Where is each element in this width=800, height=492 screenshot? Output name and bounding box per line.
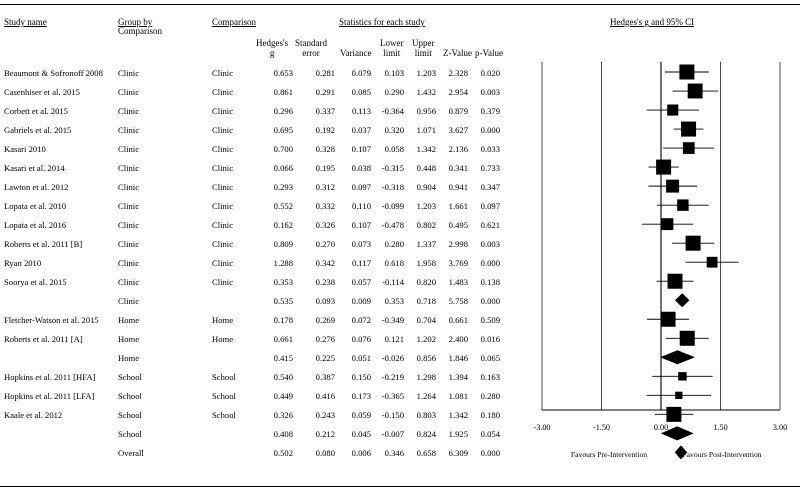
stat-cell-se: 0.276	[315, 334, 335, 345]
stat-cell-var: 0.085	[351, 87, 371, 98]
comparison-cell: Clinic	[212, 182, 234, 193]
group-cell: Clinic	[118, 201, 140, 212]
group-cell: Clinic	[118, 106, 140, 117]
stat-cell-lower: 0.058	[384, 144, 404, 155]
stat-cell-se: 0.281	[315, 68, 335, 78]
stat-cell-z: 0.341	[448, 163, 468, 174]
point-estimate	[666, 407, 681, 422]
stat-cell-g: 0.540	[273, 372, 293, 383]
study-name-cell: Kasari 2010	[4, 144, 46, 155]
stat-cell-z: 0.879	[448, 106, 468, 117]
point-estimate	[688, 84, 703, 99]
comparison-cell: Clinic	[212, 144, 234, 155]
stat-cell-se: 0.332	[315, 201, 335, 212]
stat-cell-p: 0.509	[480, 315, 500, 326]
group-cell: Clinic	[118, 182, 140, 193]
point-estimate	[686, 236, 701, 251]
comparison-cell: Home	[212, 315, 234, 326]
stat-cell-upper: 0.802	[416, 220, 436, 231]
stat-cell-var: 0.006	[351, 448, 371, 459]
stat-cell-p: 0.138	[480, 277, 500, 288]
stat-cell-lower: 0.121	[384, 334, 404, 345]
x-tick-label: 0.00	[653, 423, 669, 432]
study-name-cell: Kaale et al. 2012	[4, 410, 63, 421]
stat-cell-z: 5.758	[448, 296, 468, 307]
stat-cell-upper: 0.448	[416, 163, 436, 174]
stat-cell-var: 0.038	[351, 163, 371, 174]
stat-cell-var: 0.150	[351, 372, 371, 383]
stat-cell-z: 0.941	[448, 182, 468, 193]
stat-cell-g: 0.700	[273, 144, 293, 155]
stat-cell-se: 0.093	[315, 296, 335, 307]
stat-cell-z: 3.627	[448, 125, 468, 136]
stat-cell-upper: 1.342	[416, 144, 436, 155]
stat-cell-upper: 1.264	[416, 391, 436, 402]
header-study-name: Study name	[4, 17, 47, 27]
stat-cell-p: 0.000	[480, 448, 500, 459]
stat-cell-lower: -0.478	[381, 220, 404, 231]
x-label-left: Favours Pre-Intervention	[570, 450, 648, 459]
group-cell: Clinic	[118, 220, 140, 231]
group-cell: Clinic	[118, 68, 140, 78]
group-cell: Clinic	[118, 277, 140, 288]
stat-cell-z: 6.309	[448, 448, 468, 459]
stat-cell-g: 0.535	[273, 296, 293, 307]
stat-cell-var: 0.110	[351, 201, 371, 212]
comparison-cell: Clinic	[212, 258, 234, 269]
stat-cell-g: 0.162	[273, 220, 293, 231]
stat-cell-g: 1.288	[273, 258, 293, 269]
group-cell: Clinic	[118, 87, 140, 98]
group-cell: Clinic	[118, 163, 140, 174]
x-tick-label: -1.50	[592, 423, 611, 432]
group-cell: School	[118, 410, 142, 421]
stat-cell-var: 0.097	[351, 182, 371, 193]
point-estimate	[667, 104, 678, 115]
comparison-cell: Clinic	[212, 201, 234, 212]
stat-cell-se: 0.243	[315, 410, 335, 421]
study-name-cell: Gabriels et al. 2015	[4, 125, 72, 136]
stat-cell-g: 0.326	[273, 410, 293, 421]
stat-cell-lower: 0.618	[384, 258, 404, 269]
stat-cell-g: 0.178	[273, 315, 293, 326]
stat-cell-se: 0.387	[315, 372, 335, 383]
stat-cell-z: 1.342	[448, 410, 468, 421]
comparison-cell: Clinic	[212, 277, 234, 288]
stat-cell-se: 0.080	[315, 448, 335, 459]
study-name-cell: Ryan 2010	[4, 258, 42, 269]
stat-cell-p: 0.020	[480, 68, 500, 78]
group-cell: Clinic	[118, 258, 140, 269]
comparison-cell: Clinic	[212, 239, 234, 250]
stat-cell-lower: -0.349	[381, 315, 404, 326]
comparison-cell: Home	[212, 334, 234, 345]
stat-cell-upper: 1.203	[416, 201, 436, 212]
stat-cell-g: 0.661	[273, 334, 293, 345]
group-cell: Home	[118, 315, 140, 326]
stat-cell-g: 0.408	[273, 429, 293, 440]
point-estimate	[707, 257, 718, 268]
stat-cell-upper: 0.803	[416, 410, 436, 421]
stat-cell-p: 0.733	[480, 163, 500, 174]
stat-cell-se: 0.337	[315, 106, 335, 117]
stat-cell-z: 1.081	[448, 391, 468, 402]
study-name-cell: Hopkins et al. 2011 [LFA]	[4, 391, 95, 402]
header-comparison: Comparison	[212, 17, 256, 27]
study-name-cell: Lopata et al. 2010	[4, 201, 67, 212]
group-cell: School	[118, 391, 142, 402]
summary-diamond	[675, 293, 689, 307]
stat-cell-var: 0.057	[351, 277, 371, 288]
stat-cell-upper: 1.337	[416, 239, 436, 250]
stat-cell-z: 1.394	[448, 372, 468, 383]
study-name-cell: Lawton et al. 2012	[4, 182, 69, 193]
stat-cell-g: 0.449	[273, 391, 293, 402]
stat-cell-p: 0.033	[480, 144, 500, 155]
comparison-cell: Clinic	[212, 125, 234, 136]
study-name-cell: Hopkins et al. 2011 [HFA]	[4, 372, 96, 383]
study-name-cell: Soorya et al. 2015	[4, 277, 67, 288]
point-estimate	[666, 180, 679, 193]
stat-cell-z: 1.846	[448, 353, 468, 364]
stat-cell-var: 0.113	[351, 106, 371, 117]
stat-cell-lower: 0.103	[384, 68, 404, 78]
stat-cell-upper: 0.824	[416, 429, 436, 440]
stat-cell-lower: -0.219	[381, 372, 404, 383]
stat-cell-upper: 1.298	[416, 372, 436, 383]
stat-cell-lower: -0.114	[382, 277, 404, 288]
stat-cell-upper: 0.956	[416, 106, 436, 117]
stat-cell-upper: 0.856	[416, 353, 436, 364]
stat-cell-var: 0.051	[351, 353, 371, 364]
stat-cell-se: 0.416	[315, 391, 335, 402]
stat-cell-lower: 0.346	[384, 448, 404, 459]
point-estimate	[661, 312, 676, 327]
header-plot-title: Hedges's g and 95% CI	[610, 17, 695, 27]
stat-cell-lower: -0.318	[381, 182, 404, 193]
header-col-variance: Variance	[340, 48, 372, 58]
stat-cell-z: 2.998	[448, 239, 468, 250]
stat-cell-var: 0.045	[351, 429, 371, 440]
study-name-cell: Corbett et al. 2015	[4, 106, 68, 117]
stat-cell-g: 0.861	[273, 87, 293, 98]
header-col-p: p-Value	[475, 48, 503, 58]
stat-cell-p: 0.016	[480, 334, 500, 345]
stat-cell-se: 0.326	[315, 220, 335, 231]
stat-cell-z: 0.661	[448, 315, 468, 326]
stat-cell-var: 0.107	[351, 144, 371, 155]
stat-cell-p: 0.000	[480, 258, 500, 269]
forest-plot	[500, 0, 800, 492]
group-cell: Clinic	[118, 296, 140, 307]
comparison-cell: Clinic	[212, 87, 234, 98]
stat-cell-g: 0.353	[273, 277, 293, 288]
group-cell: School	[118, 429, 142, 440]
stat-cell-p: 0.000	[480, 296, 500, 307]
stat-cell-lower: 0.280	[384, 239, 404, 250]
stat-cell-g: 0.809	[273, 239, 293, 250]
stat-cell-lower: -0.026	[381, 353, 404, 364]
group-cell: Home	[118, 334, 140, 345]
stat-cell-var: 0.173	[351, 391, 371, 402]
stat-cell-upper: 1.203	[416, 68, 436, 78]
stat-cell-g: 0.415	[273, 353, 293, 364]
stat-cell-g: 0.502	[273, 448, 293, 459]
x-label-right: Favours Post-Intervention	[682, 450, 762, 459]
stat-cell-p: 0.621	[480, 220, 500, 231]
study-name-cell: Roberts et al. 2011 [B]	[4, 239, 83, 250]
x-tick-label: 1.50	[713, 423, 728, 432]
stat-cell-se: 0.342	[315, 258, 335, 269]
point-estimate	[681, 122, 696, 137]
stat-cell-lower: -0.150	[381, 410, 404, 421]
stat-cell-upper: 0.904	[416, 182, 436, 193]
x-tick-label: -3.00	[533, 423, 551, 432]
point-estimate	[661, 218, 673, 230]
stat-cell-z: 1.483	[448, 277, 468, 288]
stat-cell-p: 0.000	[480, 125, 500, 136]
stat-cell-lower: -0.099	[381, 201, 404, 212]
stat-cell-se: 0.195	[315, 163, 335, 174]
stat-cell-se: 0.328	[315, 144, 335, 155]
stat-cell-var: 0.009	[351, 296, 371, 307]
stat-cell-se: 0.238	[315, 277, 335, 288]
stat-cell-g: 0.296	[273, 106, 293, 117]
stat-cell-upper: 1.071	[416, 125, 436, 136]
stat-cell-var: 0.117	[351, 258, 371, 269]
stat-cell-z: 1.661	[448, 201, 468, 212]
point-estimate	[678, 372, 686, 380]
group-cell: Overall	[118, 448, 144, 459]
study-name-cell: Kasari et al. 2014	[4, 163, 65, 174]
stat-cell-upper: 0.658	[416, 448, 436, 459]
summary-diamond	[660, 350, 695, 364]
header-col-z: Z-Value	[443, 48, 472, 58]
stat-cell-p: 0.003	[480, 239, 500, 250]
comparison-cell: Clinic	[212, 68, 234, 78]
stat-cell-var: 0.107	[351, 220, 371, 231]
point-estimate	[677, 199, 688, 210]
stat-cell-z: 2.954	[448, 87, 468, 98]
comparison-cell: School	[212, 410, 236, 421]
stat-cell-var: 0.059	[351, 410, 371, 421]
stat-cell-lower: -0.364	[381, 106, 404, 117]
stat-cell-p: 0.003	[480, 87, 500, 98]
stat-cell-g: 0.653	[273, 68, 293, 78]
point-estimate	[668, 274, 683, 289]
stat-cell-g: 0.695	[273, 125, 293, 136]
stat-cell-g: 0.293	[273, 182, 293, 193]
stat-cell-upper: 0.820	[416, 277, 436, 288]
stat-cell-se: 0.312	[315, 182, 335, 193]
stat-cell-var: 0.076	[351, 334, 371, 345]
stat-cell-z: 2.400	[448, 334, 468, 345]
stat-cell-var: 0.073	[351, 239, 371, 250]
stat-cell-var: 0.037	[351, 125, 371, 136]
stat-cell-p: 0.180	[480, 410, 500, 421]
comparison-cell: Clinic	[212, 106, 234, 117]
header-col-g: Hedges's g	[256, 38, 289, 58]
group-cell: Home	[118, 353, 140, 364]
stat-cell-g: 0.066	[273, 163, 293, 174]
stat-cell-upper: 1.432	[416, 87, 436, 98]
stat-cell-lower: -0.365	[381, 391, 404, 402]
study-name-cell: Fletcher-Watson et al. 2015	[4, 315, 99, 326]
stat-cell-p: 0.280	[480, 391, 500, 402]
stat-cell-se: 0.270	[315, 239, 335, 250]
group-cell: Clinic	[118, 144, 140, 155]
study-name-cell: Beaumont & Sofronoff 2008	[4, 68, 103, 78]
stat-cell-z: 0.495	[448, 220, 468, 231]
study-name-cell: Casenhiser et al. 2015	[4, 87, 80, 98]
header-col-upper: Upper limit	[412, 38, 435, 58]
stat-cell-se: 0.225	[315, 353, 335, 364]
stat-cell-p: 0.347	[480, 182, 500, 193]
stat-cell-p: 0.163	[480, 372, 500, 383]
group-cell: Clinic	[118, 239, 140, 250]
comparison-cell: Clinic	[212, 220, 234, 231]
stat-cell-upper: 0.704	[416, 315, 436, 326]
stat-cell-upper: 1.958	[416, 258, 436, 269]
x-tick-label: 3.00	[772, 423, 788, 432]
stat-cell-var: 0.072	[351, 315, 371, 326]
header-group-by-sub: Comparison	[118, 26, 162, 36]
group-cell: School	[118, 372, 142, 383]
stat-cell-se: 0.192	[315, 125, 335, 136]
stat-cell-se: 0.212	[315, 429, 335, 440]
stat-cell-upper: 1.202	[416, 334, 436, 345]
point-estimate	[675, 392, 682, 399]
stat-cell-var: 0.079	[351, 68, 371, 78]
stat-cell-z: 2.136	[448, 144, 468, 155]
comparison-cell: Clinic	[212, 163, 234, 174]
point-estimate	[656, 160, 671, 175]
header-col-lower: Lower limit	[380, 38, 404, 58]
stat-cell-p: 0.379	[480, 106, 500, 117]
stat-cell-lower: 0.290	[384, 87, 404, 98]
comparison-cell: School	[212, 391, 236, 402]
stat-cell-p: 0.065	[480, 353, 500, 364]
header-col-se: Standard error	[295, 38, 327, 58]
stat-cell-z: 3.769	[448, 258, 468, 269]
stat-cell-p: 0.054	[480, 429, 500, 440]
stat-cell-lower: -0.007	[381, 429, 404, 440]
stat-cell-lower: 0.353	[384, 296, 404, 307]
header-group-by: Group by	[118, 17, 153, 27]
group-cell: Clinic	[118, 125, 140, 136]
stat-cell-upper: 0.718	[416, 296, 436, 307]
stat-cell-se: 0.269	[315, 315, 335, 326]
stat-cell-lower: 0.320	[384, 125, 404, 136]
study-name-cell: Roberts et al. 2011 [A]	[4, 334, 83, 345]
stat-cell-z: 2.328	[448, 68, 468, 78]
header-stats-title: Statistics for each study	[339, 17, 425, 27]
stat-cell-z: 1.925	[448, 429, 468, 440]
point-estimate	[683, 142, 695, 154]
study-name-cell: Lopata et al. 2016	[4, 220, 67, 231]
stat-cell-g: 0.552	[273, 201, 293, 212]
stat-cell-se: 0.291	[315, 87, 335, 98]
stat-cell-lower: -0.315	[381, 163, 404, 174]
comparison-cell: School	[212, 372, 236, 383]
point-estimate	[679, 65, 694, 80]
stat-cell-p: 0.097	[480, 201, 500, 212]
point-estimate	[680, 331, 695, 346]
